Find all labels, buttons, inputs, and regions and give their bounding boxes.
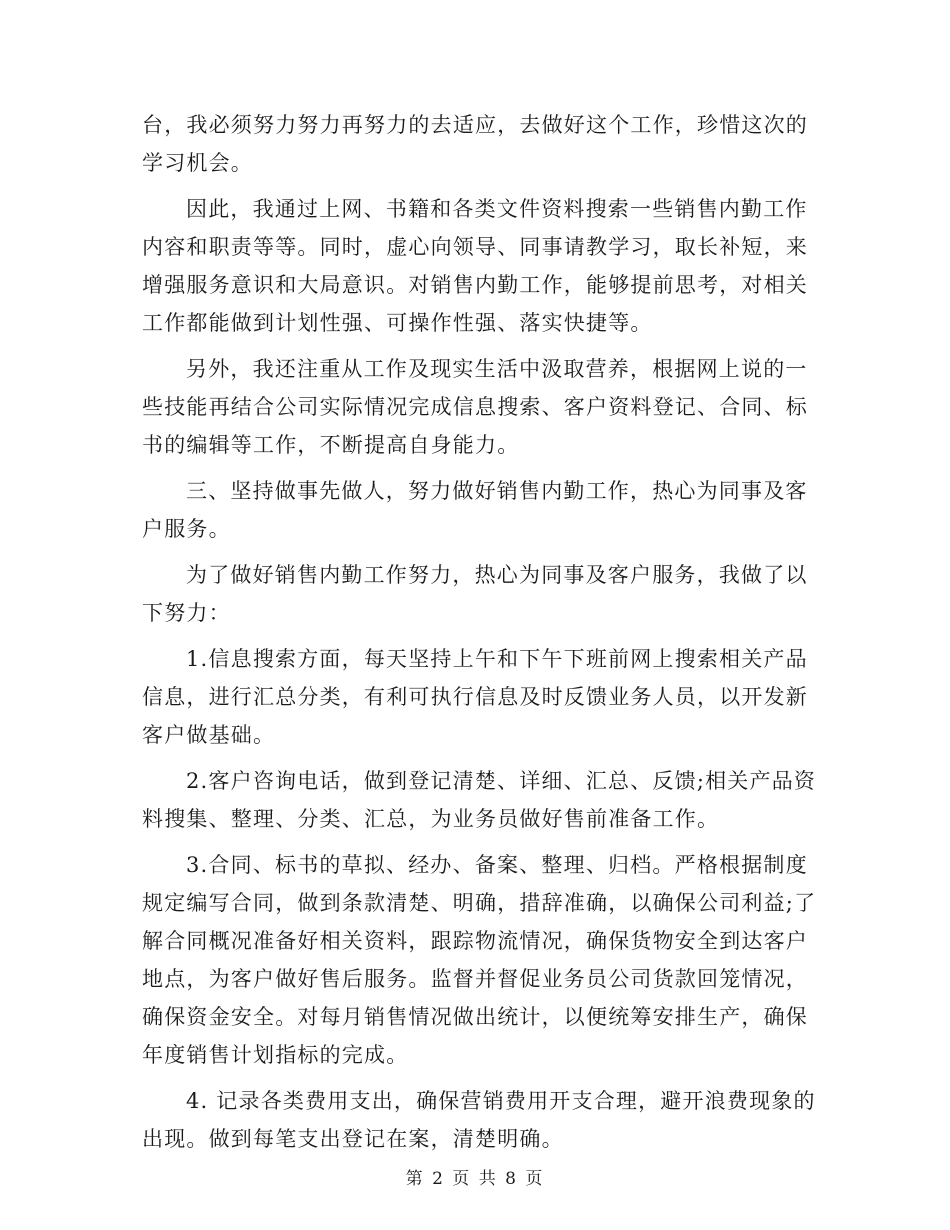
text-line: 料搜集、整理、分类、汇总，为业务员做好售前准备工作。	[142, 807, 720, 831]
paragraph	[142, 190, 812, 342]
text-line: 三、坚持做事先做人，努力做好销售内勤工作，热心为同事及客	[186, 479, 808, 503]
text-line: 为了做好销售内勤工作努力，热心为同事及客户服务，我做了以	[186, 563, 808, 587]
text-line: 因此，我通过上网、书籍和各类文件资料搜索一些销售内勤工作	[186, 197, 808, 221]
text-line: 户服务。	[142, 517, 231, 541]
paragraph	[142, 350, 812, 464]
text-line: 2.客户咨询电话，做到登记清楚、详细、汇总、反馈;相关产品资	[186, 769, 817, 793]
text-line: 确保资金安全。对每月销售情况做出统计，以便统筹安排生产，确保	[142, 1005, 808, 1029]
text-line: 增强服务意识和大局意识。对销售内勤工作，能够提前思考，对相关	[142, 273, 808, 297]
page-footer: 第 2 页 共 8 页	[405, 1169, 545, 1189]
paragraph	[142, 472, 812, 548]
text-line: 客户做基础。	[142, 723, 276, 747]
paragraph	[142, 846, 817, 1074]
text-line: 出现。做到每笔支出登记在案，清楚明确。	[142, 1127, 564, 1151]
paragraph	[142, 640, 812, 754]
text-line: 4. 记录各类费用支出，确保营销费用开支合理，避开浪费现象的	[186, 1089, 816, 1113]
paragraph	[142, 106, 812, 182]
text-line: 地点，为客户做好售后服务。监督并督促业务员公司货款回笼情况，	[142, 967, 808, 991]
text-line: 解合同概况准备好相关资料，跟踪物流情况，确保货物安全到达客户	[142, 929, 808, 953]
text-line: 些技能再结合公司实际情况完成信息搜索、客户资料登记、合同、标	[142, 395, 808, 419]
text-line: 书的编辑等工作，不断提高自身能力。	[142, 433, 520, 457]
paragraph	[142, 556, 812, 632]
text-line: 另外，我还注重从工作及现实生活中汲取营养，根据网上说的一	[186, 357, 808, 381]
text-line: 工作都能做到计划性强、可操作性强、落实快捷等。	[142, 311, 653, 335]
text-line: 1.信息搜索方面，每天坚持上午和下午下班前网上搜索相关产品	[186, 647, 808, 671]
document-body	[142, 106, 817, 1166]
text-line: 信息，进行汇总分类，有利可执行信息及时反馈业务人员，以开发新	[142, 685, 808, 709]
paragraph	[142, 1082, 816, 1158]
text-line: 台，我必须努力努力再努力的去适应，去做好这个工作，珍惜这次的	[142, 113, 808, 137]
text-line: 下努力：	[142, 601, 231, 625]
paragraph	[142, 762, 817, 838]
text-line: 年度销售计划指标的完成。	[142, 1043, 409, 1067]
text-line: 规定编写合同，做到条款清楚、明确，措辞准确，以确保公司利益;了	[142, 891, 817, 915]
text-line: 学习机会。	[142, 151, 253, 175]
text-line: 内容和职责等等。同时，虚心向领导、同事请教学习，取长补短，来	[142, 235, 808, 259]
text-line: 3.合同、标书的草拟、经办、备案、整理、归档。严格根据制度	[186, 853, 808, 877]
